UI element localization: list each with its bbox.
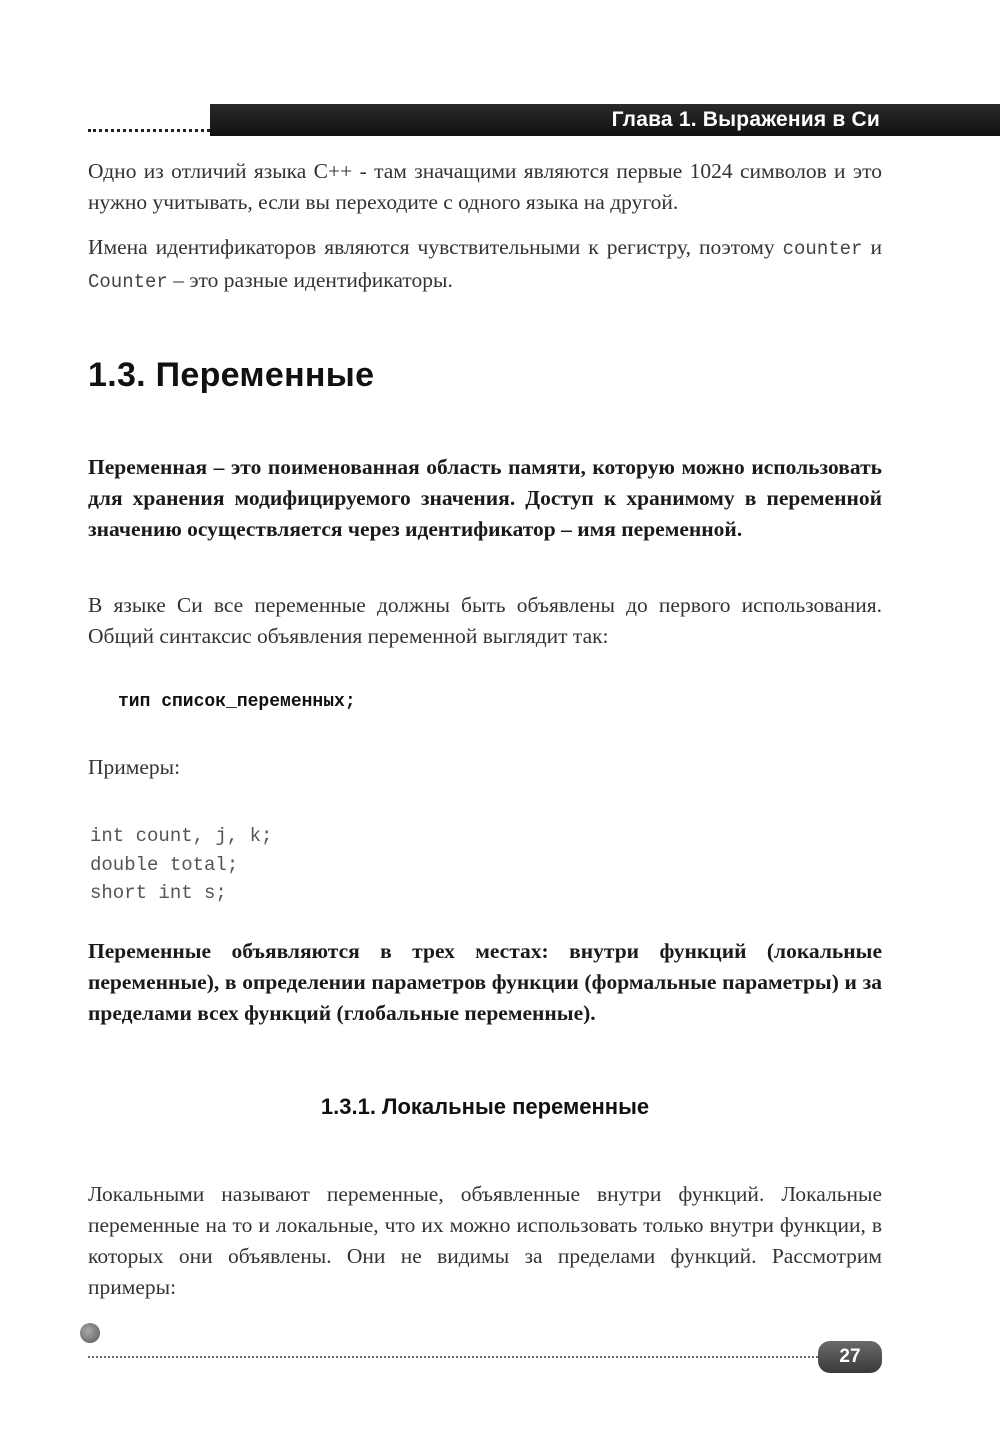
code-example-block [90,822,272,908]
intro-paragraph-2 [88,232,882,298]
syntax-code: тип список_переменных; [118,692,356,712]
code-line: short int s; [90,882,227,904]
code-counter-capital: Counter [88,271,168,293]
syntax-intro-paragraph: В языке Си все переменные должны быть объявлены до первого использования. Общий синтаксис объявления переменной выглядит так: [88,593,882,648]
page-number: 27 [818,1341,882,1373]
footer-bullet-icon [80,1323,100,1343]
chapter-title: Глава 1. Выражения в Си [611,108,880,131]
chapter-header-bar [210,104,1000,136]
intro-paragraph-1: Одно из отличий языка С++ - там значащими являются первые 1024 символов и это нужно учитывать, если вы переходите с одного языка на другой. [88,159,882,214]
code-line: int count, j, k; [90,825,273,847]
variable-definition: Переменная – это поименованная область памяти, которую можно использовать для хранения модифицируемого значения. Доступ к хранимому в переменной значению осуществляется через идентификатор – имя переменной. [88,455,882,541]
header-dotted-rule [88,129,210,132]
footer-dotted-rule [88,1356,826,1358]
subsection-heading: 1.3.1. Локальные переменные [320,1094,650,1119]
section-heading: 1.3. Переменные [88,356,375,394]
p2-text-before: Имена идентификаторов являются чувствительными к регистру, поэтому [88,235,783,259]
examples-label: Примеры: [88,755,181,779]
local-variables-paragraph: Локальными называют переменные, объявленные внутри функций. Локальные переменные на то и локальные, что их можно использовать только внутри функции, в которых они объявлены. Они не видимы за пределами функций. Рассмотрим примеры: [88,1182,882,1299]
p2-text-after: – это разные идентификаторы. [167,268,453,292]
declaration-places-paragraph: Переменные объявляются в трех местах: внутри функций (локальные переменные), в определении параметров функции (формальные параметры) и за пределами всех функций (глобальные переменные). [88,939,882,1025]
code-counter: counter [782,238,863,260]
code-line: double total; [90,853,239,876]
p2-text-mid: и [862,235,882,259]
